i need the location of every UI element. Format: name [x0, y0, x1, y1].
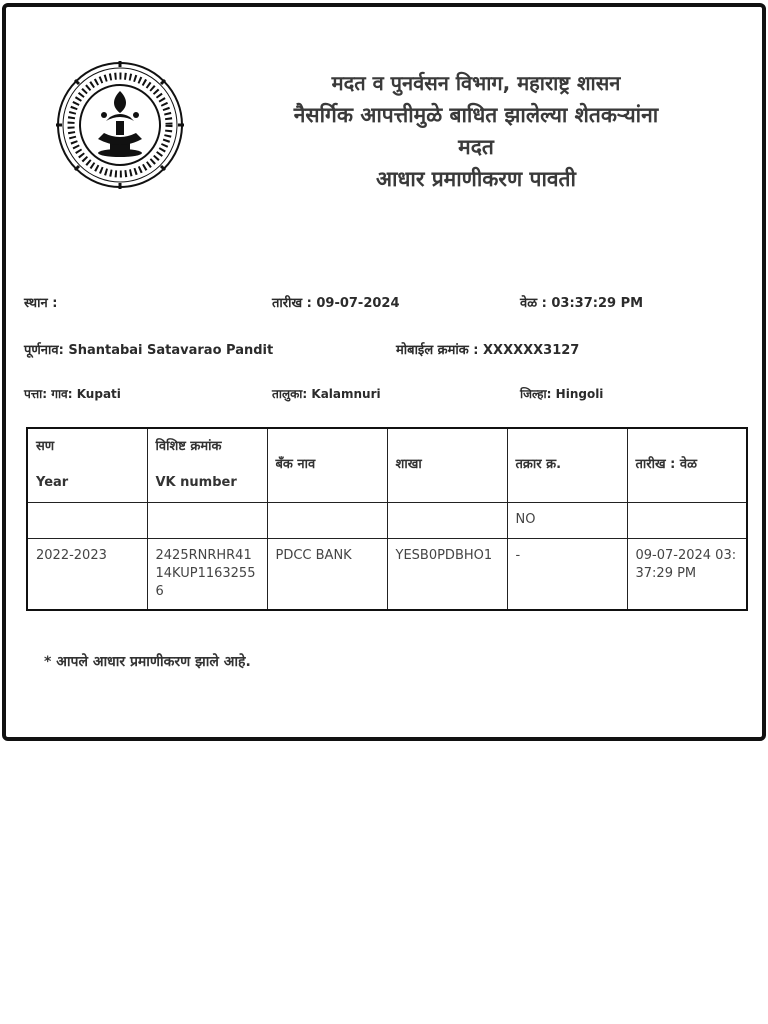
address-label: पत्ता: गाव:: [24, 387, 73, 401]
taluka-field: [272, 385, 381, 402]
date-label: तारीख :: [272, 296, 312, 311]
vk-header-english: VK number: [155, 475, 237, 491]
year-header-marathi: सण: [36, 439, 55, 455]
taluka-label: तालुका:: [272, 387, 308, 401]
year-cell: 2022-2023: [27, 538, 147, 610]
mobile-label: मोबाईल क्रमांक :: [396, 343, 479, 358]
complaint-cell: NO: [507, 502, 627, 538]
maharashtra-government-seal-icon: [54, 55, 186, 195]
complaint-column-header: तक्रार क्र.: [507, 428, 627, 502]
branch-cell: YESB0PDBHO1: [387, 538, 507, 610]
district-field: [520, 385, 603, 402]
vk-column-header: [147, 428, 267, 502]
aadhaar-authentication-receipt: [2, 3, 766, 741]
time-field: [520, 293, 643, 311]
fullname-field: [24, 340, 273, 358]
table-header-row: [27, 428, 747, 502]
table-row: [27, 502, 747, 538]
village-value: Kupati: [76, 387, 121, 401]
receipt-header: [206, 67, 746, 195]
scheme-title-line-2: मदत: [458, 135, 494, 159]
complaint-cell: -: [507, 538, 627, 610]
year-column-header: [27, 428, 147, 502]
datetime-cell: 09-07-2024 03:37:29 PM: [627, 538, 747, 610]
fullname-label: पूर्णनाव:: [24, 343, 64, 358]
mobile-value: XXXXXX3127: [483, 343, 580, 358]
village-field: [24, 385, 121, 402]
branch-column-header: शाखा: [387, 428, 507, 502]
payment-details-table: [26, 427, 748, 611]
branch-cell: [387, 502, 507, 538]
district-label: जिल्हा:: [520, 387, 552, 401]
bank-cell: PDCC BANK: [267, 538, 387, 610]
time-label: वेळ :: [520, 296, 547, 311]
table-row: [27, 538, 747, 610]
fullname-value: Shantabai Satavarao Pandit: [68, 343, 274, 358]
scheme-title-line-1: नैसर्गिक आपत्तीमुळे बाधित झालेल्या शेतकऱ्यांना: [293, 103, 659, 127]
time-value: 03:37:29 PM: [551, 296, 644, 311]
date-value: 09-07-2024: [316, 296, 400, 311]
bank-column-header: बँक नाव: [267, 428, 387, 502]
taluka-value: Kalamnuri: [311, 387, 381, 401]
department-title: मदत व पुनर्वसन विभाग, महाराष्ट्र शासन: [331, 71, 621, 95]
vk-cell: 2425RNRHR4114KUP11632556: [147, 538, 267, 610]
vk-header-marathi: विशिष्ट क्रमांक: [155, 439, 222, 455]
bank-cell: [267, 502, 387, 538]
place-field: [24, 293, 57, 311]
date-field: [272, 293, 400, 311]
datetime-cell: [627, 502, 747, 538]
year-header-english: Year: [36, 475, 69, 491]
year-cell: [27, 502, 147, 538]
place-label: स्थान :: [24, 296, 58, 311]
mobile-field: [396, 340, 579, 358]
receipt-title: आधार प्रमाणीकरण पावती: [376, 167, 576, 191]
datetime-column-header: तारीख : वेळ: [627, 428, 747, 502]
district-value: Hingoli: [555, 387, 604, 401]
vk-cell: [147, 502, 267, 538]
authentication-confirmation-note: * आपले आधार प्रमाणीकरण झाले आहे.: [44, 654, 251, 670]
